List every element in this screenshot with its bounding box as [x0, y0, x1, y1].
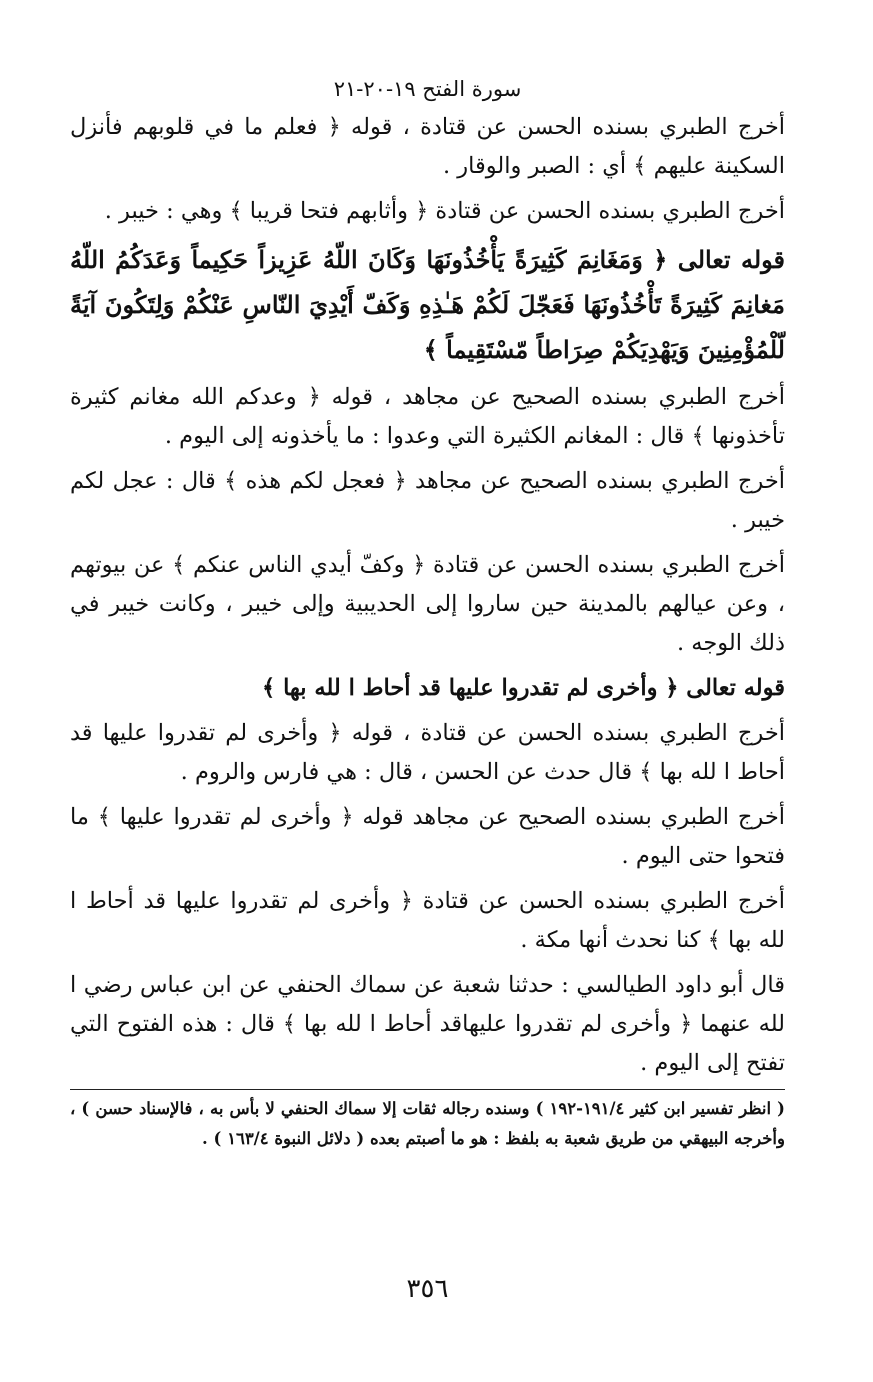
- paragraph: أخرج الطبري بسنده الحسن عن قتادة ﴿ وكفّ أيدي الناس عنكم ﴾ عن بيوتهم ، وعن عيالهم بالمدينة حين ساروا إلى الحديبية وإلى خيبر ، وكانت خيبر في ذلك الوجه .: [70, 552, 785, 656]
- page-header: سورة الفتح ١٩-٢٠-٢١: [333, 77, 522, 101]
- main-text: [70, 108, 785, 1083]
- paragraph: أخرج الطبري بسنده الحسن عن قتادة ﴿ وأخرى لم تقدروا عليها قد أحاط ا لله بها ﴾ كنا نحدث أنها مكة .: [70, 888, 785, 953]
- quran-verse: قوله تعالى ﴿ وَمَغَانِمَ كَثِيرَةً يَأْخُذُونَهَا وَكَانَ اللّهُ عَزِيزاً حَكِيماً وَعَدَكُمُ اللّهُ مَغانِمَ كَثِيرَةً تَأْخُذُونَهَا فَعَجّلَ لَكُمْ هَـٰذِهِ وَكَفّ أَيْدِيَ النّاسِ عَنْكُمْ وَلِتَكُونَ آيَةً لّلْمُؤْمِنِينَ وَيَهْدِيَكُمْ صِرَاطاً مّسْتَقِيماً ﴾: [70, 245, 785, 364]
- page-number: ٣٥٦: [406, 1274, 449, 1304]
- verse-heading: قوله تعالى ﴿ وأخرى لم تقدروا عليها قد أحاط ا لله بها ﴾: [262, 675, 785, 701]
- paragraph: قال أبو داود الطيالسي : حدثنا شعبة عن سماك الحنفي عن ابن عباس رضي ا لله عنهما ﴿ وأخرى لم تقدروا عليهاقد أحاط ا لله بها ﴾ قال : هذه الفتوح التي تفتح إلى اليوم .: [70, 972, 785, 1076]
- paragraph: أخرج الطبري بسنده الحسن عن قتادة ﴿ وأثابهم فتحا قريبا ﴾ وهي : خيبر .: [104, 198, 785, 224]
- paragraph: أخرج الطبري بسنده الحسن عن قتادة ، قوله ﴿ فعلم ما في قلوبهم فأنزل السكينة عليهم ﴾ أي : الصبر والوقار .: [70, 114, 785, 179]
- book-page: [70, 74, 785, 1314]
- paragraph: أخرج الطبري بسنده الصحيح عن مجاهد ، قوله ﴿ وعدكم الله مغانم كثيرة تأخذونها ﴾ قال : المغانم الكثيرة التي وعدوا : ما يأخذونه إلى اليوم .: [70, 384, 785, 449]
- paragraph: أخرج الطبري بسنده الصحيح عن مجاهد ﴿ فعجل لكم هذه ﴾ قال : عجل لكم خيبر .: [70, 468, 785, 533]
- footnotes: [70, 1089, 785, 1154]
- footnote: ( انظر تفسير ابن كثير ١٩١/٤-١٩٢ ) وسنده رجاله ثقات إلا سماك الحنفي لا بأس به ، فالإسناد حسن ) ، وأخرجه البيهقي من طريق شعبة به بلفظ : هو ما أصبتم بعده ( دلائل النبوة ١٦٣/٤ ) .: [70, 1099, 785, 1148]
- paragraph: أخرج الطبري بسنده الحسن عن قتادة ، قوله ﴿ وأخرى لم تقدروا عليها قد أحاط ا لله بها ﴾ قال حدث عن الحسن ، قال : هي فارس والروم .: [70, 720, 785, 785]
- paragraph: أخرج الطبري بسنده الصحيح عن مجاهد قوله ﴿ وأخرى لم تقدروا عليها ﴾ ما فتحوا حتى اليوم .: [70, 804, 785, 869]
